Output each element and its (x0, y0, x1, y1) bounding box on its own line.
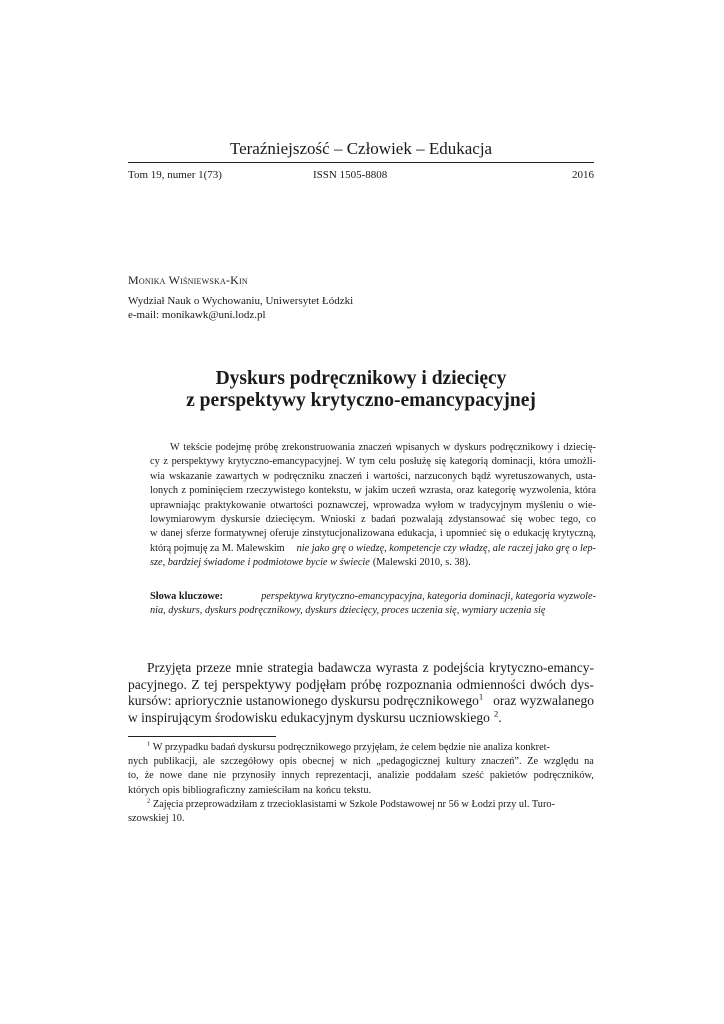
body-word: wyrasta (375, 660, 418, 675)
footnote-text-fragment: W przypadku badań dyskursu podręcznikowego przyjęłam, że celem będzie nie analiza konkret- (152, 742, 550, 753)
body-word: mnie (235, 660, 263, 675)
footnote-mark: 2 (147, 797, 151, 805)
body-line (128, 660, 594, 677)
body-word: dys- (570, 676, 594, 692)
footnote-text (147, 798, 555, 812)
body-line (128, 677, 594, 694)
footnote-ref[interactable]: 2 (493, 708, 499, 719)
abstract-line: w danej sferze formatywnej oferuje zinstytucjonalizowana edukacja, i upomnieć się o edukację krytyczną, (150, 528, 596, 540)
body-text (128, 693, 483, 710)
body-word: próbę (350, 676, 382, 692)
footnotes (128, 741, 594, 826)
footnote-line: nych publikacji, ale szczegółowy opis obecnej w nich „pedagogicznej kultury znaczeń”. Ze względu na (128, 756, 594, 768)
body-word: podjęłam (295, 676, 347, 692)
footnote-text (147, 741, 550, 755)
journal-meta-row (128, 168, 594, 182)
footnote-separator (128, 736, 276, 737)
body-word: badawcza (318, 660, 372, 675)
author-affiliation: Wydział Nauk o Wychowaniu, Uniwersytet Łódzki (128, 295, 354, 307)
abstract-line: lowymiarowym dyskursie dziecięcym. Wnioski z badań pozwalają zdystansować się wobec tego, co (150, 513, 596, 525)
body-word: perspektywy (222, 676, 292, 692)
abstract-line: W tekście podejmę próbę zrekonstruowania znaczeń wpisanych w dyskurs podręcznikowy i dziecię- (170, 442, 596, 453)
keywords-line (150, 590, 596, 604)
footnote-line (128, 741, 594, 755)
author-email: e-mail: monikawk@uni.lodz.pl (128, 309, 266, 321)
publication-year: 2016 (572, 169, 594, 181)
keywords-label: Słowa kluczowe: (150, 591, 223, 602)
body-word: strategia (267, 660, 314, 675)
author-name: Monika Wiśniewska-Kin (128, 273, 248, 287)
keywords-line (150, 604, 596, 618)
body-text (128, 710, 506, 727)
footnote-line (128, 798, 594, 812)
abstract (150, 441, 596, 571)
article-title-line: Dyskurs podręcznikowy i dziecięcy (215, 368, 507, 389)
body-text-fragment: . (498, 710, 502, 726)
article-title-line: z perspektywy krytyczno-emancypacyjnej (186, 390, 536, 411)
body-word: przeze (195, 660, 232, 675)
body-word: tej (204, 676, 218, 692)
keywords-list: nia, dyskurs, dyskurs podręcznikowy, dyskurs dziecięcy, proces uczenia się, wymiary uczenia się (150, 605, 546, 617)
footnote-line: to, że nowe dane nie przynosiły innych reprezentacji, analizie poddałam sześć pakietów podręczników, (128, 770, 594, 782)
abstract-quote: sze, bardziej świadome i podmiotowe bycie w świecie (150, 557, 370, 569)
body-word: odmienności (456, 676, 526, 692)
body-text-fragment: kursów: apriorycznie ustanowionego dyskursu podręcznikowego (128, 693, 479, 709)
footnote-text-fragment: Zajęcia przeprowadziłam z trzecioklasistami w Szkole Podstawowej nr 56 w Łodzi przy ul. Turo- (152, 798, 555, 810)
body-word: Przyjęta (147, 660, 192, 675)
abstract-line (150, 542, 596, 556)
keywords (150, 590, 596, 619)
abstract-text: którą pojmuję za M. Malewskim (150, 542, 285, 554)
header-rule (128, 162, 594, 163)
article-title (128, 368, 594, 412)
issn: ISSN 1505-8808 (313, 169, 388, 181)
keywords-list: perspektywa krytyczno-emancypacyjna, kategoria dominacji, kategoria wyzwole- (261, 591, 596, 602)
body-paragraph (128, 660, 594, 727)
abstract-quote: nie jako grę o wiedzę, kompetencje czy władzę, ale raczej jako grę o lep- (296, 542, 596, 554)
body-text-fragment: w inspirującym środowisku edukacyjnym dyskursu uczniowskiego (128, 710, 490, 726)
body-word: dwóch (530, 676, 567, 692)
abstract-line: wia wskazanie zawartych w podręczniku znaczeń i wartości, narzuconych bądź wyretuszowanych, usta- (150, 470, 596, 482)
abstract-line: uprawniając praktykowanie otwartości poznawczej, wprowadza wyłom w tradycyjnym myśleniu o wie- (150, 499, 596, 511)
volume-issue: Tom 19, numer 1(73) (128, 169, 222, 181)
footnote-line: szowskiej 10. (128, 812, 185, 824)
journal-title: Teraźniejszość – Człowiek – Edukacja (229, 139, 493, 158)
abstract-line (150, 556, 596, 570)
footnote-ref[interactable]: 1 (478, 691, 484, 702)
body-word: podejścia (433, 660, 485, 675)
body-word: z (422, 660, 429, 675)
body-word: rozpoznania (385, 676, 452, 692)
body-word: Z (191, 676, 200, 692)
body-line (128, 693, 594, 710)
body-line (128, 710, 594, 727)
footnote-line: których opis bibliograficzny zamieściłam na końcu tekstu. (128, 784, 372, 796)
body-word: pacyjnego. (128, 676, 187, 692)
footnote-mark: 1 (147, 740, 151, 748)
abstract-line: cy z perspektywy krytyczno-emancypacyjnej. W tym celu posłużę się kategorią dominacji, która umożli- (150, 456, 596, 468)
body-word: krytyczno-emancy- (489, 660, 594, 675)
abstract-citation: (Malewski 2010, s. 38). (372, 557, 471, 569)
abstract-line: lonych z pominięciem rzeczywistego kontekstu, w jakim uczeń wzrasta, oraz kategorię wyzwolenia, która (150, 485, 596, 497)
body-text: oraz wyzwalanego (493, 693, 594, 709)
